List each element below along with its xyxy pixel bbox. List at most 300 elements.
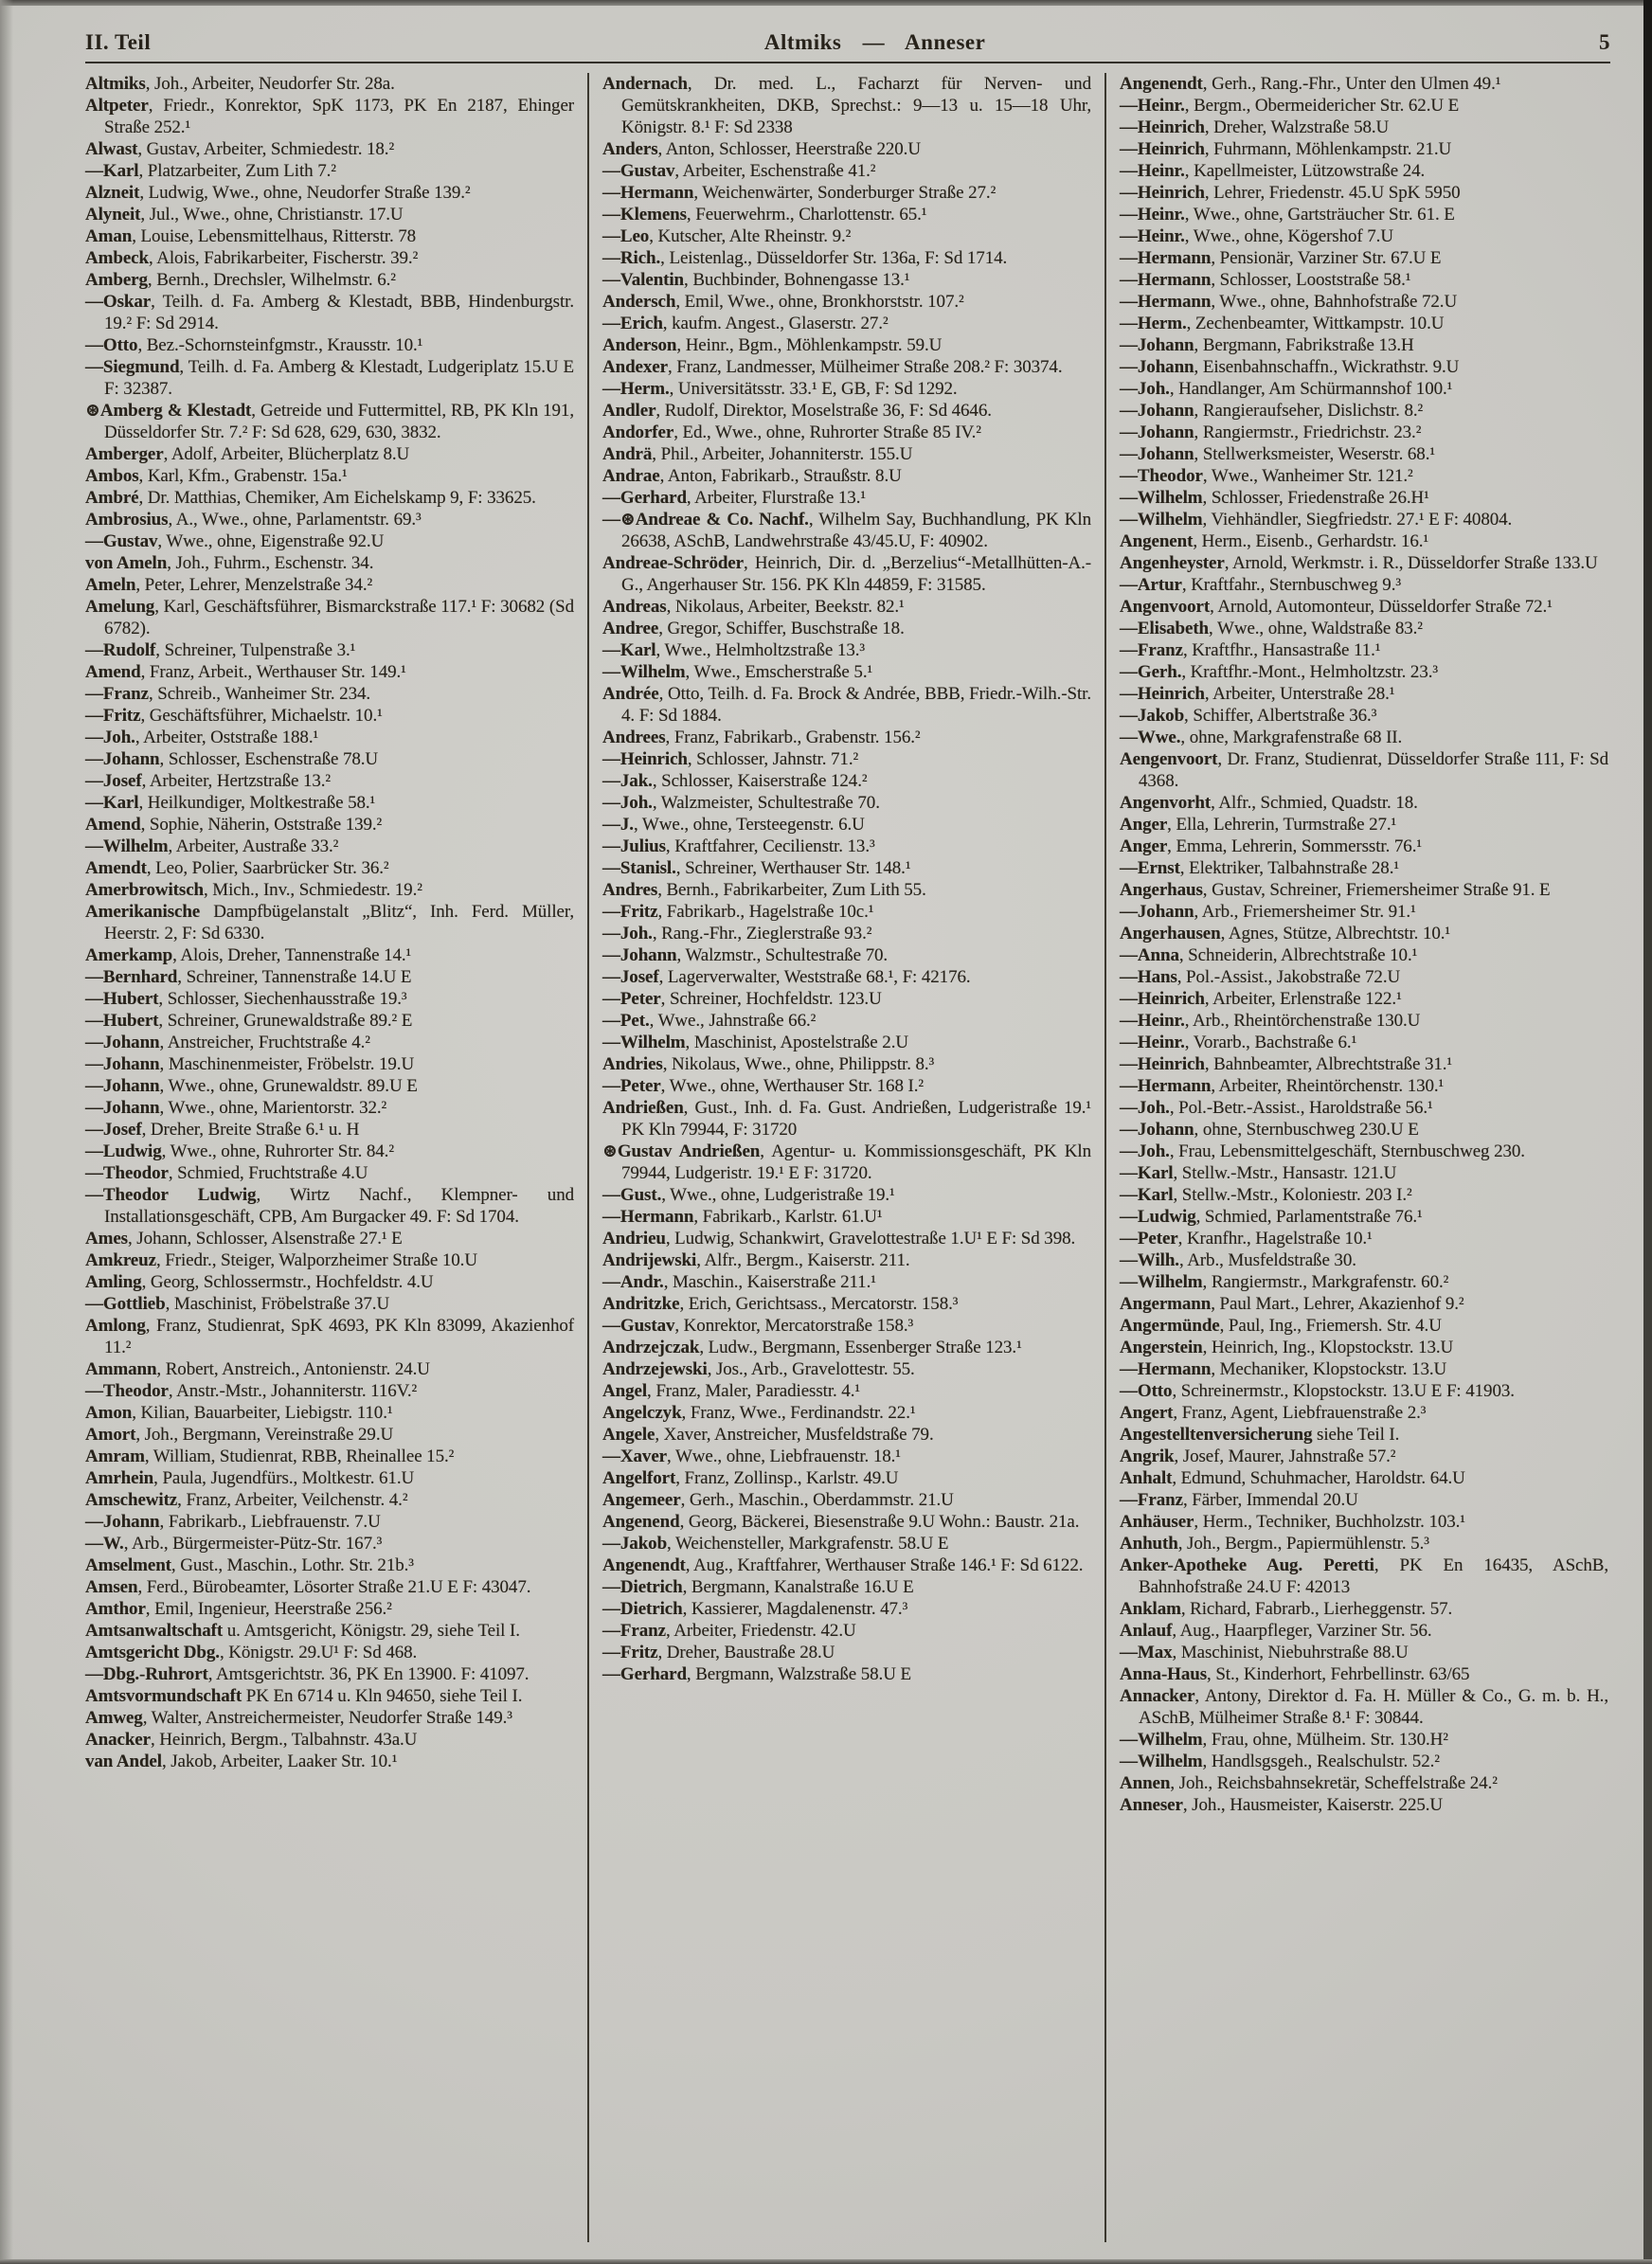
entry-surname: —Gottlieb — [85, 1294, 166, 1314]
entry-surname: —Jakob — [1120, 706, 1185, 726]
entry-surname: Andrzejczak — [602, 1338, 700, 1357]
entry-surname: —Wilhelm — [1120, 488, 1203, 508]
entry-surname: —Wilh. — [1120, 1250, 1179, 1270]
directory-entry: Angenendt, Aug., Kraftfahrer, Werthauser Straße 146.¹ F: Sd 6122. — [602, 1555, 1084, 1575]
directory-entry: Andrzejewski, Jos., Arb., Gravelottestr. 55. — [602, 1359, 915, 1379]
directory-entry: Angenvorht, Alfr., Schmied, Quadstr. 18. — [1120, 793, 1418, 813]
entry-surname: —Herm. — [602, 379, 670, 399]
directory-entry: Amselment, Gust., Maschin., Lothr. Str. 21b.³ — [85, 1555, 414, 1575]
directory-entry: —Fritz, Geschäftsführer, Michaelstr. 10.¹ — [85, 706, 383, 726]
entry-surname: Amschewitz — [85, 1490, 178, 1510]
directory-entry: —Otto, Schreinermstr., Klopstockstr. 13.U E F: 41903. — [1120, 1381, 1515, 1401]
directory-entry: Andersch, Emil, Wwe., ohne, Bronkhorststr. 107.² — [602, 292, 964, 312]
entry-surname: —Peter — [602, 1076, 661, 1096]
directory-entry: —Theodor, Schmied, Fruchtstraße 4.U — [85, 1163, 368, 1183]
entry-surname: Andrießen — [602, 1098, 684, 1118]
directory-entry: Angerstein, Heinrich, Ing., Klopstockstr. 13.U — [1120, 1338, 1454, 1357]
scan-edge-right — [1643, 0, 1652, 2264]
directory-entry: Anderson, Heinr., Bgm., Möhlenkampstr. 59.U — [602, 335, 943, 355]
directory-entry: —Heinr., Wwe., ohne, Gartsträucher Str. 61. E — [1120, 205, 1455, 225]
entry-surname: Andrä — [602, 444, 653, 464]
directory-entry: —W., Arb., Bürgermeister-Pütz-Str. 167.³ — [85, 1534, 383, 1554]
directory-entry: Andrieu, Ludwig, Schankwirt, Gravelottestraße 1.U¹ E F: Sd 398. — [602, 1229, 1076, 1249]
entry-surname: —Wilhelm — [85, 836, 169, 856]
directory-entry: Andreas, Nikolaus, Arbeiter, Beekstr. 82.¹ — [602, 597, 905, 617]
directory-entry: Anders, Anton, Schlosser, Heerstraße 220.U — [602, 139, 921, 159]
entry-surname: —Ludwig — [1120, 1207, 1196, 1227]
entry-surname: Andernach — [602, 74, 688, 94]
entry-surname: Angermünde — [1120, 1316, 1220, 1336]
directory-entry: —Karl, Wwe., Helmholtzstraße 13.³ — [602, 640, 865, 660]
entry-surname: Anger — [1120, 815, 1168, 835]
entry-surname: Andrees — [602, 728, 666, 747]
entry-surname: —Wilhelm — [1120, 1730, 1203, 1750]
directory-entry: —Theodor Ludwig, Wirtz Nachf., Klempner- und Installationsgeschäft, CPB, Am Burgacker 49. F: Sd 1704. — [85, 1185, 574, 1227]
directory-entry: Amlong, Franz, Studienrat, SpK 4693, PK Kln 83099, Akazienhof 11.² — [85, 1316, 574, 1357]
directory-entry: —Joh., Handlanger, Am Schürmannshof 100.¹ — [1120, 379, 1453, 399]
entry-surname: Amselment — [85, 1555, 171, 1575]
entry-surname: —Johann — [1120, 401, 1194, 421]
entry-surname: —Karl — [85, 793, 139, 813]
directory-entry: Anger, Emma, Lehrerin, Sommersstr. 76.¹ — [1120, 836, 1422, 856]
entry-surname: Andreae-Schröder — [602, 553, 744, 573]
directory-entry: Annacker, Antony, Direktor d. Fa. H. Müller & Co., G. m. b. H., ASchB, Mülheimer Straße 8.¹ F: 30844. — [1120, 1686, 1608, 1728]
directory-entry: Ames, Johann, Schlosser, Alsenstraße 27.¹ E — [85, 1229, 403, 1249]
entry-surname: Andrée — [602, 684, 659, 704]
entry-surname: —Wilhelm — [602, 1033, 686, 1052]
entry-surname: —Artur — [1120, 575, 1182, 595]
directory-entry: —Johann, Maschinenmeister, Fröbelstr. 19.U — [85, 1054, 415, 1074]
directory-entry: —Wilhelm, Viehhändler, Siegfriedstr. 27.¹ E F: 40804. — [1120, 510, 1513, 530]
directory-entry: —Wilhelm, Arbeiter, Austraße 33.² — [85, 836, 339, 856]
entry-surname: —Johann — [85, 1076, 160, 1096]
directory-entry: —Johann, Eisenbahnschaffn., Wickrathstr. 9.U — [1120, 357, 1460, 377]
directory-entry: —Stanisl., Schreiner, Werthauser Str. 148.¹ — [602, 858, 911, 878]
directory-entry: Amrhein, Paula, Jugendfürs., Moltkestr. 61.U — [85, 1468, 415, 1488]
entry-surname: Andler — [602, 401, 656, 421]
entry-surname: Anna-Haus — [1120, 1664, 1208, 1684]
entry-surname: —Johann — [1120, 1120, 1194, 1140]
scan-edge-bottom — [0, 2259, 1652, 2264]
directory-entry: —Gottlieb, Maschinist, Fröbelstraße 37.U — [85, 1294, 390, 1314]
entry-surname: —Heinrich — [1120, 183, 1205, 203]
entry-surname: Angenent — [1120, 531, 1194, 551]
directory-entry: —Wilhelm, Maschinist, Apostelstraße 2.U — [602, 1033, 908, 1052]
entry-surname: —Hermann — [1120, 248, 1212, 268]
entry-surname: —Gerhard — [602, 1664, 687, 1684]
directory-entry: —Joh., Frau, Lebensmittelgeschäft, Sternbuschweg 230. — [1120, 1141, 1525, 1161]
entry-surname: —Franz — [1120, 640, 1183, 660]
entry-surname: Andrzejewski — [602, 1359, 708, 1379]
directory-entry: Andrae, Anton, Fabrikarb., Straußstr. 8.U — [602, 466, 902, 486]
entry-surname: Amerkamp — [85, 945, 173, 965]
directory-entry: Ambré, Dr. Matthias, Chemiker, Am Eichelskamp 9, F: 33625. — [85, 488, 536, 508]
entry-surname: —Wwe. — [1120, 728, 1181, 747]
entry-surname: Angel — [602, 1381, 648, 1401]
directory-entry: —Joh., Arbeiter, Oststraße 188.¹ — [85, 728, 319, 747]
entry-surname: Ambos — [85, 466, 139, 486]
entry-surname: —Otto — [85, 335, 138, 355]
entry-surname: —Heinr. — [1120, 1011, 1185, 1031]
page-number: 5 — [1599, 30, 1610, 54]
entry-surname: Amend — [85, 815, 141, 835]
directory-entry: Andexer, Franz, Landmesser, Mülheimer Straße 208.² F: 30374. — [602, 357, 1063, 377]
entry-surname: —Heinr. — [1120, 226, 1185, 246]
directory-entry: ⊛Gustav Andrießen, Agentur- u. Kommissionsgeschäft, PK Kln 79944, Ludgeristr. 19.¹ E F: 31720. — [602, 1141, 1092, 1183]
directory-entry: —Karl, Stellw.-Mstr., Hansastr. 121.U — [1120, 1163, 1397, 1183]
entry-surname: —Heinrich — [1120, 139, 1205, 159]
entry-surname: Amerikanische — [85, 902, 201, 922]
entry-surname: —Heinrich — [1120, 989, 1205, 1009]
entry-surname: Andritzke — [602, 1294, 680, 1314]
entry-surname: Amtsgericht Dbg. — [85, 1643, 220, 1662]
entry-surname: —Erich — [602, 314, 663, 333]
entry-surname: —Siegmund — [85, 357, 180, 377]
entry-surname: Anhäuser — [1120, 1512, 1194, 1532]
entry-surname: —Hermann — [1120, 292, 1212, 312]
directory-entry: Angel, Franz, Maler, Paradiesstr. 4.¹ — [602, 1381, 860, 1401]
entry-surname: —Karl — [1120, 1163, 1174, 1183]
directory-entry: Angemeer, Gerh., Maschin., Oberdammstr. 21.U — [602, 1490, 954, 1510]
entry-surname: —Johann — [1120, 357, 1194, 377]
directory-entry: Anklam, Richard, Fabrarb., Lierheggenstr. 57. — [1120, 1599, 1453, 1619]
entry-surname: ⊛Gustav Andrießen — [602, 1141, 761, 1161]
directory-entry: van Andel, Jakob, Arbeiter, Laaker Str. 10.¹ — [85, 1752, 398, 1771]
directory-entry: —Heinr., Wwe., ohne, Kögershof 7.U — [1120, 226, 1393, 246]
entry-surname: Angenheyster — [1120, 553, 1225, 573]
entry-surname: Amend — [85, 662, 141, 682]
directory-entry: Amtsgericht Dbg., Königstr. 29.U¹ F: Sd 468. — [85, 1643, 418, 1662]
entry-surname: —Gerhard — [602, 488, 687, 508]
entry-surname: Ambré — [85, 488, 139, 508]
entry-surname: Amlong — [85, 1316, 146, 1336]
directory-entry: —Ludwig, Schmied, Parlamentstraße 76.¹ — [1120, 1207, 1423, 1227]
directory-entry: —Gust., Wwe., ohne, Ludgeristraße 19.¹ — [602, 1185, 895, 1205]
entry-surname: —Johann — [1120, 444, 1194, 464]
entry-surname: Angermann — [1120, 1294, 1212, 1314]
directory-entry: Angermünde, Paul, Ing., Friemersh. Str. 4.U — [1120, 1316, 1442, 1336]
directory-entry: Alwast, Gustav, Arbeiter, Schmiedestr. 18.² — [85, 139, 395, 159]
directory-entry: —Valentin, Buchbinder, Bohnengasse 13.¹ — [602, 270, 910, 290]
entry-surname: Angenendt — [1120, 74, 1203, 94]
entry-surname: —Oskar — [85, 292, 152, 312]
directory-entry: —Johann, Stellwerksmeister, Weserstr. 68.¹ — [1120, 444, 1435, 464]
entry-surname: —Theodor Ludwig — [85, 1185, 257, 1205]
directory-entry: Anacker, Heinrich, Bergm., Talbahnstr. 43a.U — [85, 1730, 418, 1750]
directory-entry: Amweg, Walter, Anstreichermeister, Neudorfer Straße 149.³ — [85, 1708, 512, 1728]
entry-surname: Ambeck — [85, 248, 149, 268]
directory-entry: —Josef, Arbeiter, Hertzstraße 13.² — [85, 771, 332, 791]
entry-surname: —Klemens — [602, 205, 687, 225]
section-label: II. Teil — [85, 30, 152, 54]
entry-surname: Alyneit — [85, 205, 141, 225]
directory-entry: Amerkamp, Alois, Dreher, Tannenstraße 14.¹ — [85, 945, 412, 965]
directory-entry: Angenvoort, Arnold, Automonteur, Düsseldorfer Straße 72.¹ — [1120, 597, 1553, 617]
directory-entry: —J., Wwe., ohne, Tersteegenstr. 6.U — [602, 815, 865, 835]
entry-surname: —Otto — [1120, 1381, 1173, 1401]
entry-surname: Angestelltenversicherung — [1120, 1425, 1313, 1445]
directory-entry: Altpeter, Friedr., Konrektor, SpK 1173, PK En 2187, Ehinger Straße 252.¹ — [85, 96, 574, 137]
entry-surname: —Josef — [85, 771, 142, 791]
directory-entry: Alyneit, Jul., Wwe., ohne, Christianstr. 17.U — [85, 205, 404, 225]
header-rule — [85, 62, 1610, 63]
entry-surname: —Jakob — [602, 1534, 668, 1554]
entry-surname: Altpeter — [85, 96, 149, 116]
directory-entry: Andrä, Phil., Arbeiter, Johanniterstr. 155.U — [602, 444, 913, 464]
entry-surname: —Bernhard — [85, 967, 178, 987]
entry-surname: Amort — [85, 1425, 136, 1445]
entry-surname: Angenend — [602, 1512, 680, 1532]
directory-entry: von Ameln, Joh., Fuhrm., Eschenstr. 34. — [85, 553, 374, 573]
directory-entry: Amberger, Adolf, Arbeiter, Blücherplatz 8.U — [85, 444, 410, 464]
directory-entry: —Hermann, Schlosser, Looststraße 58.¹ — [1120, 270, 1411, 290]
entry-surname: Amling — [85, 1272, 142, 1292]
directory-entry: —Jakob, Weichensteller, Markgrafenstr. 58.U E — [602, 1534, 949, 1554]
directory-entry: —Fritz, Fabrikarb., Hagelstraße 10c.¹ — [602, 902, 874, 922]
directory-entry: —Dietrich, Kassierer, Magdalenenstr. 47.³ — [602, 1599, 908, 1619]
entry-surname: Angenvorht — [1120, 793, 1212, 813]
directory-entry: Andrzejczak, Ludw., Bergmann, Essenberger Straße 123.¹ — [602, 1338, 1022, 1357]
entry-surname: Angele — [602, 1425, 655, 1445]
directory-entry: —Ludwig, Wwe., ohne, Ruhrorter Str. 84.² — [85, 1141, 394, 1161]
directory-entry: Alzneit, Ludwig, Wwe., ohne, Neudorfer Straße 139.² — [85, 183, 471, 203]
entry-surname: —Fritz — [602, 1643, 658, 1662]
entry-surname: —Hubert — [85, 1011, 159, 1031]
entry-surname: —Johann — [1120, 422, 1194, 442]
entry-surname: —Franz — [602, 1621, 666, 1641]
entry-surname: Angerhausen — [1120, 924, 1221, 943]
entry-surname: Aman — [85, 226, 133, 246]
entry-surname: —Heinr. — [1120, 205, 1185, 225]
directory-entry: —Heinrich, Schlosser, Jahnstr. 71.² — [602, 749, 859, 769]
entry-surname: Amkreuz — [85, 1250, 156, 1270]
entry-surname: Annen — [1120, 1773, 1171, 1793]
entry-surname: —Gustav — [602, 161, 675, 181]
directory-entry: —Gustav, Konrektor, Mercatorstraße 158.³ — [602, 1316, 914, 1336]
directory-entry: —Gerh., Kraftfhr.-Mont., Helmholtzstr. 23.³ — [1120, 662, 1438, 682]
directory-entry: —Wilhelm, Handlsgsgeh., Realschulstr. 52.² — [1120, 1752, 1440, 1771]
directory-entry: Amthor, Emil, Ingenieur, Heerstraße 256.² — [85, 1599, 392, 1619]
entry-surname: van Andel — [85, 1752, 162, 1771]
directory-entry: Amend, Franz, Arbeit., Werthauser Str. 149.¹ — [85, 662, 406, 682]
entry-surname: —Hermann — [1120, 270, 1212, 290]
directory-columns — [85, 73, 1610, 2242]
directory-entry: —Josef, Lagerverwalter, Weststraße 68.¹, F: 42176. — [602, 967, 971, 987]
entry-surname: Angerstein — [1120, 1338, 1203, 1357]
directory-entry: Altmiks, Joh., Arbeiter, Neudorfer Str. 28a. — [85, 74, 395, 94]
entry-surname: —Dietrich — [602, 1599, 683, 1619]
entry-surname: Angrik — [1120, 1446, 1175, 1466]
directory-entry: Aengenvoort, Dr. Franz, Studienrat, Düsseldorfer Straße 111, F: Sd 4368. — [1120, 749, 1608, 791]
directory-entry: Amerikanische Dampfbügelanstalt „Blitz“, Inh. Ferd. Müller, Heerstr. 2, F: Sd 6330. — [85, 902, 574, 943]
directory-entry: ⊛Amberg & Klestadt, Getreide und Futtermittel, RB, PK Kln 191, Düsseldorfer Str. 7.² F: Sd 628, 629, 630, 3832. — [85, 401, 574, 442]
entry-surname: Ames — [85, 1229, 128, 1249]
directory-entry: —Johann, ohne, Sternbuschweg 230.U E — [1120, 1120, 1419, 1140]
directory-entry: —Franz, Arbeiter, Friedenstr. 42.U — [602, 1621, 856, 1641]
directory-entry: Andree, Gregor, Schiffer, Buschstraße 18. — [602, 619, 905, 638]
entry-surname: —Karl — [602, 640, 656, 660]
directory-entry: —Otto, Bez.-Schornsteinfgmstr., Krausstr. 10.¹ — [85, 335, 423, 355]
entry-surname: —Theodor — [85, 1163, 169, 1183]
directory-entry: —Dietrich, Bergmann, Kanalstraße 16.U E — [602, 1577, 914, 1597]
directory-entry: Amon, Kilian, Bauarbeiter, Liebigstr. 110.¹ — [85, 1403, 393, 1423]
directory-entry: Andrees, Franz, Fabrikarb., Grabenstr. 156.² — [602, 728, 921, 747]
entry-surname: Anger — [1120, 836, 1168, 856]
page-content — [85, 30, 1610, 2242]
entry-surname: —Gustav — [602, 1316, 675, 1336]
entry-surname: —Hermann — [1120, 1076, 1212, 1096]
directory-entry: —Klemens, Feuerwehrm., Charlottenstr. 65.¹ — [602, 205, 927, 225]
entry-surname: Altmiks — [85, 74, 146, 94]
directory-entry: —Leo, Kutscher, Alte Rheinstr. 9.² — [602, 226, 852, 246]
directory-entry: —Joh., Walzmeister, Schultestraße 70. — [602, 793, 880, 813]
entry-surname: —Hermann — [1120, 1359, 1212, 1379]
entry-surname: —Fritz — [85, 706, 141, 726]
entry-surname: —Johann — [1120, 902, 1194, 922]
entry-surname: Amendt — [85, 858, 147, 878]
directory-entry: —Wilhelm, Frau, ohne, Mülheim. Str. 130.H² — [1120, 1730, 1448, 1750]
directory-entry: —Heinrich, Dreher, Walzstraße 58.U — [1120, 117, 1390, 137]
directory-entry: —Julius, Kraftfahrer, Cecilienstr. 13.³ — [602, 836, 875, 856]
entry-surname: —Heinr. — [1120, 96, 1185, 116]
directory-entry: Amtsanwaltschaft u. Amtsgericht, Königstr. 29, siehe Teil I. — [85, 1621, 520, 1641]
entry-surname: —Julius — [602, 836, 666, 856]
directory-entry: —Peter, Kranfhr., Hagelstraße 10.¹ — [1120, 1229, 1373, 1249]
directory-entry: —Karl, Stellw.-Mstr., Koloniestr. 203 I.² — [1120, 1185, 1412, 1205]
directory-entry: —Karl, Platzarbeiter, Zum Lith 7.² — [85, 161, 336, 181]
entry-surname: —Franz — [1120, 1490, 1183, 1510]
entry-surname: —Peter — [602, 989, 661, 1009]
directory-column-2 — [602, 73, 1091, 2242]
entry-surname: —Elisabeth — [1120, 619, 1210, 638]
entry-surname: —Wilhelm — [1120, 1752, 1203, 1771]
directory-entry: Amschewitz, Franz, Arbeiter, Veilchenstr. 4.² — [85, 1490, 408, 1510]
entry-surname: Amelung — [85, 597, 155, 617]
entry-surname: —Johann — [85, 1098, 160, 1118]
directory-entry: —Heinrich, Lehrer, Friedenstr. 45.U SpK 5950 — [1120, 183, 1461, 203]
entry-surname: —Johann — [85, 1054, 160, 1074]
directory-entry: —Johann, Wwe., ohne, Grunewaldstr. 89.U E — [85, 1076, 418, 1096]
entry-surname: —Dbg.-Ruhrort — [85, 1664, 208, 1684]
entry-surname: —Rudolf — [85, 640, 156, 660]
entry-surname: —Rich. — [602, 248, 661, 268]
directory-entry: —Heinrich, Fuhrmann, Möhlenkampstr. 21.U — [1120, 139, 1452, 159]
entry-surname: —Stanisl. — [602, 858, 676, 878]
entry-surname: —Anna — [1120, 945, 1179, 965]
directory-entry: Angelczyk, Franz, Wwe., Ferdinandstr. 22.¹ — [602, 1403, 916, 1423]
directory-entry: —Heinr., Bergm., Obermeidericher Str. 62.U E — [1120, 96, 1460, 116]
directory-entry: Amling, Georg, Schlossermstr., Hochfeldstr. 4.U — [85, 1272, 434, 1292]
running-header — [85, 30, 1610, 55]
entry-surname: —Hans — [1120, 967, 1177, 987]
entry-surname: Ameln — [85, 575, 136, 595]
directory-entry: Andler, Rudolf, Direktor, Moselstraße 36, F: Sd 4646. — [602, 401, 992, 421]
directory-entry: —Hermann, Wwe., ohne, Bahnhofstraße 72.U — [1120, 292, 1458, 312]
entry-surname: —Pet. — [602, 1011, 650, 1031]
directory-entry: Angestelltenversicherung siehe Teil I. — [1120, 1425, 1400, 1445]
directory-entry: Amtsvormundschaft PK En 6714 u. Kln 94650, siehe Teil I. — [85, 1686, 523, 1706]
entry-surname: Amthor — [85, 1599, 146, 1619]
directory-entry: —Johann, Bergmann, Fabrikstraße 13.H — [1120, 335, 1414, 355]
directory-entry: —Peter, Wwe., ohne, Werthauser Str. 168 I.² — [602, 1076, 924, 1096]
entry-surname: —Heinrich — [1120, 684, 1205, 704]
entry-surname: —Xaver — [602, 1446, 667, 1466]
directory-entry: —Hermann, Pensionär, Varziner Str. 67.U E — [1120, 248, 1442, 268]
directory-entry: Angelfort, Franz, Zollinsp., Karlstr. 49.U — [602, 1468, 899, 1488]
directory-entry: —Johann, Anstreicher, Fruchtstraße 4.² — [85, 1033, 370, 1052]
entry-surname: —Franz — [85, 684, 149, 704]
directory-entry: Amendt, Leo, Polier, Saarbrücker Str. 36.² — [85, 858, 389, 878]
directory-column-3 — [1120, 73, 1608, 2242]
entry-surname: —Karl — [85, 161, 139, 181]
entry-surname: Amtsanwaltschaft — [85, 1621, 224, 1641]
page-title: Altmiks — Anneser — [763, 30, 986, 54]
entry-surname: Anhuth — [1120, 1534, 1178, 1554]
directory-entry: —Hermann, Arbeiter, Rheintörchenstr. 130.¹ — [1120, 1076, 1445, 1096]
entry-surname: —Joh. — [85, 728, 135, 747]
entry-surname: Amram — [85, 1446, 145, 1466]
entry-surname: —⊛Andreae & Co. Nachf. — [602, 510, 809, 530]
directory-entry: —Xaver, Wwe., ohne, Liebfrauenstr. 18.¹ — [602, 1446, 901, 1466]
directory-entry: Anlauf, Aug., Haarpfleger, Varziner Str. 56. — [1120, 1621, 1432, 1641]
entry-surname: —Peter — [1120, 1229, 1178, 1249]
entry-surname: ⊛Amberg & Klestadt — [85, 401, 252, 421]
directory-entry: Amelung, Karl, Geschäftsführer, Bismarckstraße 117.¹ F: 30682 (Sd 6782). — [85, 597, 574, 638]
entry-surname: —Heinr. — [1120, 161, 1185, 181]
entry-surname: —Johann — [602, 945, 677, 965]
entry-surname: Anhalt — [1120, 1468, 1173, 1488]
entry-surname: —Josef — [602, 967, 659, 987]
directory-entry: —Gustav, Wwe., ohne, Eigenstraße 92.U — [85, 531, 385, 551]
directory-entry: Anneser, Joh., Hausmeister, Kaiserstr. 225.U — [1120, 1795, 1444, 1815]
directory-entry: Amsen, Ferd., Bürobeamter, Lösorter Straße 21.U E F: 43047. — [85, 1577, 531, 1597]
entry-surname: Annacker — [1120, 1686, 1195, 1706]
directory-entry: Angenendt, Gerh., Rang.-Fhr., Unter den Ulmen 49.¹ — [1120, 74, 1501, 94]
entry-surname: Andree — [602, 619, 659, 638]
directory-entry: Andreae-Schröder, Heinrich, Dir. d. „Berzelius“-Metallhütten-A.-G., Angerhauser Str. 156. PK Kln 44859, F: 31585. — [602, 553, 1091, 595]
directory-entry: Andorfer, Ed., Wwe., ohne, Ruhrorter Straße 85 IV.² — [602, 422, 981, 442]
entry-surname: —Joh. — [1120, 379, 1170, 399]
entry-surname: —Andr. — [602, 1272, 664, 1292]
directory-entry: Annen, Joh., Reichsbahnsekretär, Scheffelstraße 24.² — [1120, 1773, 1498, 1793]
directory-entry: —Peter, Schreiner, Hochfeldstr. 123.U — [602, 989, 882, 1009]
entry-surname: —Wilhelm — [1120, 510, 1203, 530]
entry-surname: Ammann — [85, 1359, 157, 1379]
directory-entry: Anna-Haus, St., Kinderhort, Fehrbellinstr. 63/65 — [1120, 1664, 1470, 1684]
directory-entry: —Gustav, Arbeiter, Eschenstraße 41.² — [602, 161, 876, 181]
directory-entry: —Franz, Färber, Immendal 20.U — [1120, 1490, 1358, 1510]
directory-entry: —Max, Maschinist, Niebuhrstraße 88.U — [1120, 1643, 1409, 1662]
directory-entry: —Johann, Rangiermstr., Friedrichstr. 23.² — [1120, 422, 1422, 442]
directory-entry: Angerhaus, Gustav, Schreiner, Friemersheimer Straße 91. E — [1120, 880, 1551, 900]
directory-entry: —Bernhard, Schreiner, Tannenstraße 14.U E — [85, 967, 412, 987]
entry-surname: Andres — [602, 880, 658, 900]
entry-surname: —Johann — [85, 749, 160, 769]
directory-entry: —Josef, Dreher, Breite Straße 6.¹ u. H — [85, 1120, 360, 1140]
directory-entry: —Johann, Schlosser, Eschenstraße 78.U — [85, 749, 379, 769]
entry-surname: Andries — [602, 1054, 663, 1074]
directory-entry: Ambeck, Alois, Fabrikarbeiter, Fischerstr. 39.² — [85, 248, 419, 268]
directory-entry: —Heinr., Arb., Rheintörchenstraße 130.U — [1120, 1011, 1421, 1031]
directory-entry: —Franz, Schreib., Wanheimer Str. 234. — [85, 684, 371, 704]
entry-surname: —Gustav — [85, 531, 158, 551]
entry-surname: Alzneit — [85, 183, 140, 203]
entry-surname: —Leo — [602, 226, 650, 246]
directory-entry: —Fritz, Dreher, Baustraße 28.U — [602, 1643, 835, 1662]
entry-surname: —Gust. — [602, 1185, 662, 1205]
entry-surname: —Johann — [85, 1512, 160, 1532]
entry-surname: —Joh. — [602, 793, 653, 813]
